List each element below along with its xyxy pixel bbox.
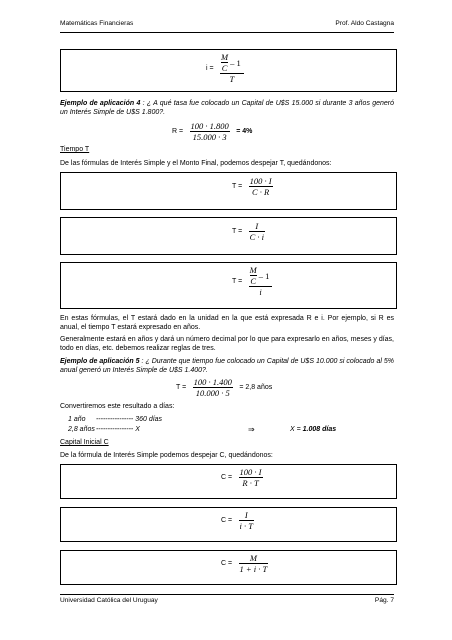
heading-text: Capital Inicial C (60, 439, 109, 446)
example-5-text (60, 357, 394, 375)
header-left: Matemáticas Financieras (60, 20, 134, 27)
formula-result: = 4% (236, 128, 253, 135)
example-5-title: Ejemplo de aplicación 5 (60, 358, 140, 365)
formula-c2 (221, 510, 254, 531)
page-footer (60, 597, 394, 607)
fraction (239, 553, 269, 574)
fraction (239, 510, 254, 531)
result-value: 1.008 días (302, 426, 337, 433)
section-heading-tiempo (60, 145, 394, 154)
header-rule (60, 32, 394, 33)
page-number: Pág. 7 (374, 597, 394, 604)
fraction (220, 52, 244, 84)
example-5-formula (176, 377, 272, 398)
implies-arrow-icon: ⇒ (248, 425, 255, 434)
rule-of-three-row-1 (68, 416, 162, 423)
rule-left: 2,8 años (68, 426, 95, 433)
rule-of-three-row-2 (68, 426, 140, 433)
tiempo-paragraph-2: Generalmente estará en años y dará un número decimal por lo que para expresarlo en años, meses y días, todo en días, etc. debemos realizar reglas de tres. (60, 336, 394, 352)
formula-lhs: C = (221, 517, 233, 524)
heading-text: Tiempo T (60, 146, 90, 153)
minus-one: – 1 (258, 270, 270, 281)
fraction-denominator: R · T (239, 477, 263, 488)
tiempo-intro: De las fórmulas de Interés Simple y el Monto Final, podemos despejar T, quedándonos: (60, 160, 332, 167)
inner-denominator: C (250, 276, 257, 286)
section-heading-capital (60, 438, 394, 447)
rule-left: 1 año (68, 416, 86, 423)
footer-left: Universidad Católica del Uruguay (60, 597, 158, 604)
fraction (249, 221, 265, 242)
formula-box-c3 (60, 550, 397, 585)
fraction-numerator: 100 · 1.800 (190, 121, 229, 131)
fraction-numerator: 100 · 1.400 (193, 377, 232, 387)
fraction-numerator (249, 265, 273, 286)
formula-result: = 2,8 años (239, 384, 273, 391)
formula-box-t3 (60, 262, 397, 309)
formula-t3 (232, 265, 272, 297)
fraction-denominator: C · R (249, 186, 273, 197)
formula-box-i (60, 49, 397, 92)
example-4-statement: : ¿ A qué tasa fue colocado un Capital de U$S 15.000 si durante 3 años generó un Interés Simple de U$S 1.800?. (60, 100, 395, 116)
fraction (239, 467, 263, 488)
footer-rule (60, 594, 394, 595)
formula-box-c2 (60, 507, 397, 542)
formula-box-t1 (60, 172, 397, 210)
formula-c1 (221, 467, 263, 488)
inner-fraction (221, 52, 228, 73)
result-prefix: X = (290, 426, 303, 433)
formula-lhs: C = (221, 474, 233, 481)
fraction (190, 121, 230, 142)
fraction-numerator: I (255, 221, 259, 231)
formula-lhs: T = (232, 183, 243, 190)
formula-lhs: i = (206, 64, 214, 72)
inner-numerator: M (249, 265, 257, 275)
formula-i (206, 52, 244, 84)
fraction-numerator (220, 52, 244, 73)
formula-lhs: T = (232, 228, 243, 235)
formula-lhs: T = (232, 277, 243, 285)
formula-t2 (232, 221, 265, 242)
convert-text: Convertiremos este resultado a días: (60, 403, 175, 410)
fraction (193, 377, 233, 398)
inner-denominator: C (221, 63, 228, 73)
formula-lhs: R = (172, 128, 184, 135)
formula-box-c1 (60, 464, 397, 499)
fraction-denominator: 1 + i · T (239, 564, 268, 574)
fraction-denominator: T (220, 73, 244, 84)
formula-lhs: T = (176, 384, 187, 391)
rule-result (290, 426, 336, 433)
page-header (60, 20, 394, 32)
example-4-text (60, 99, 394, 117)
rule-right: ---------------- 360 días (95, 416, 163, 423)
formula-box-t2 (60, 217, 397, 255)
header-right: Prof. Aldo Castagna (335, 20, 394, 27)
fraction (249, 176, 273, 197)
fraction-numerator: 100 · I (239, 467, 262, 477)
example-4-formula (172, 121, 252, 142)
inner-numerator: M (221, 52, 229, 62)
formula-c3 (221, 553, 268, 574)
fraction-numerator: 100 · I (249, 176, 272, 186)
fraction-denominator: C · i (249, 232, 265, 242)
minus-one: – 1 (230, 57, 241, 68)
formula-lhs: C = (221, 560, 233, 567)
inner-fraction (250, 265, 257, 286)
tiempo-paragraph-1: En estas fórmulas, el T estará dado en la unidad en la que está expresada R e i. Por ejemplo, si R es anual, el tiempo T estará expresado en años. (60, 315, 394, 331)
fraction (249, 265, 273, 297)
capital-intro: De la fórmula de Interés Simple podemos despejar C, quedándonos: (60, 452, 273, 459)
fraction-denominator: i · T (239, 521, 254, 531)
fraction-numerator: I (244, 510, 248, 520)
fraction-denominator: 10.000 · 5 (193, 387, 233, 398)
example-5-statement: : ¿ Durante que tiempo fue colocado un Capital de U$S 10.000 si colocado al 5% anual generó un Interés Simple de U$S 1.400?. (60, 358, 395, 374)
example-4-title: Ejemplo de aplicación 4 (60, 100, 141, 107)
rule-right: ---------------- X (95, 426, 140, 433)
fraction-denominator: 15.000 · 3 (190, 131, 230, 142)
formula-t1 (232, 176, 273, 197)
fraction-numerator: M (249, 553, 257, 563)
fraction-denominator: i (249, 286, 273, 297)
